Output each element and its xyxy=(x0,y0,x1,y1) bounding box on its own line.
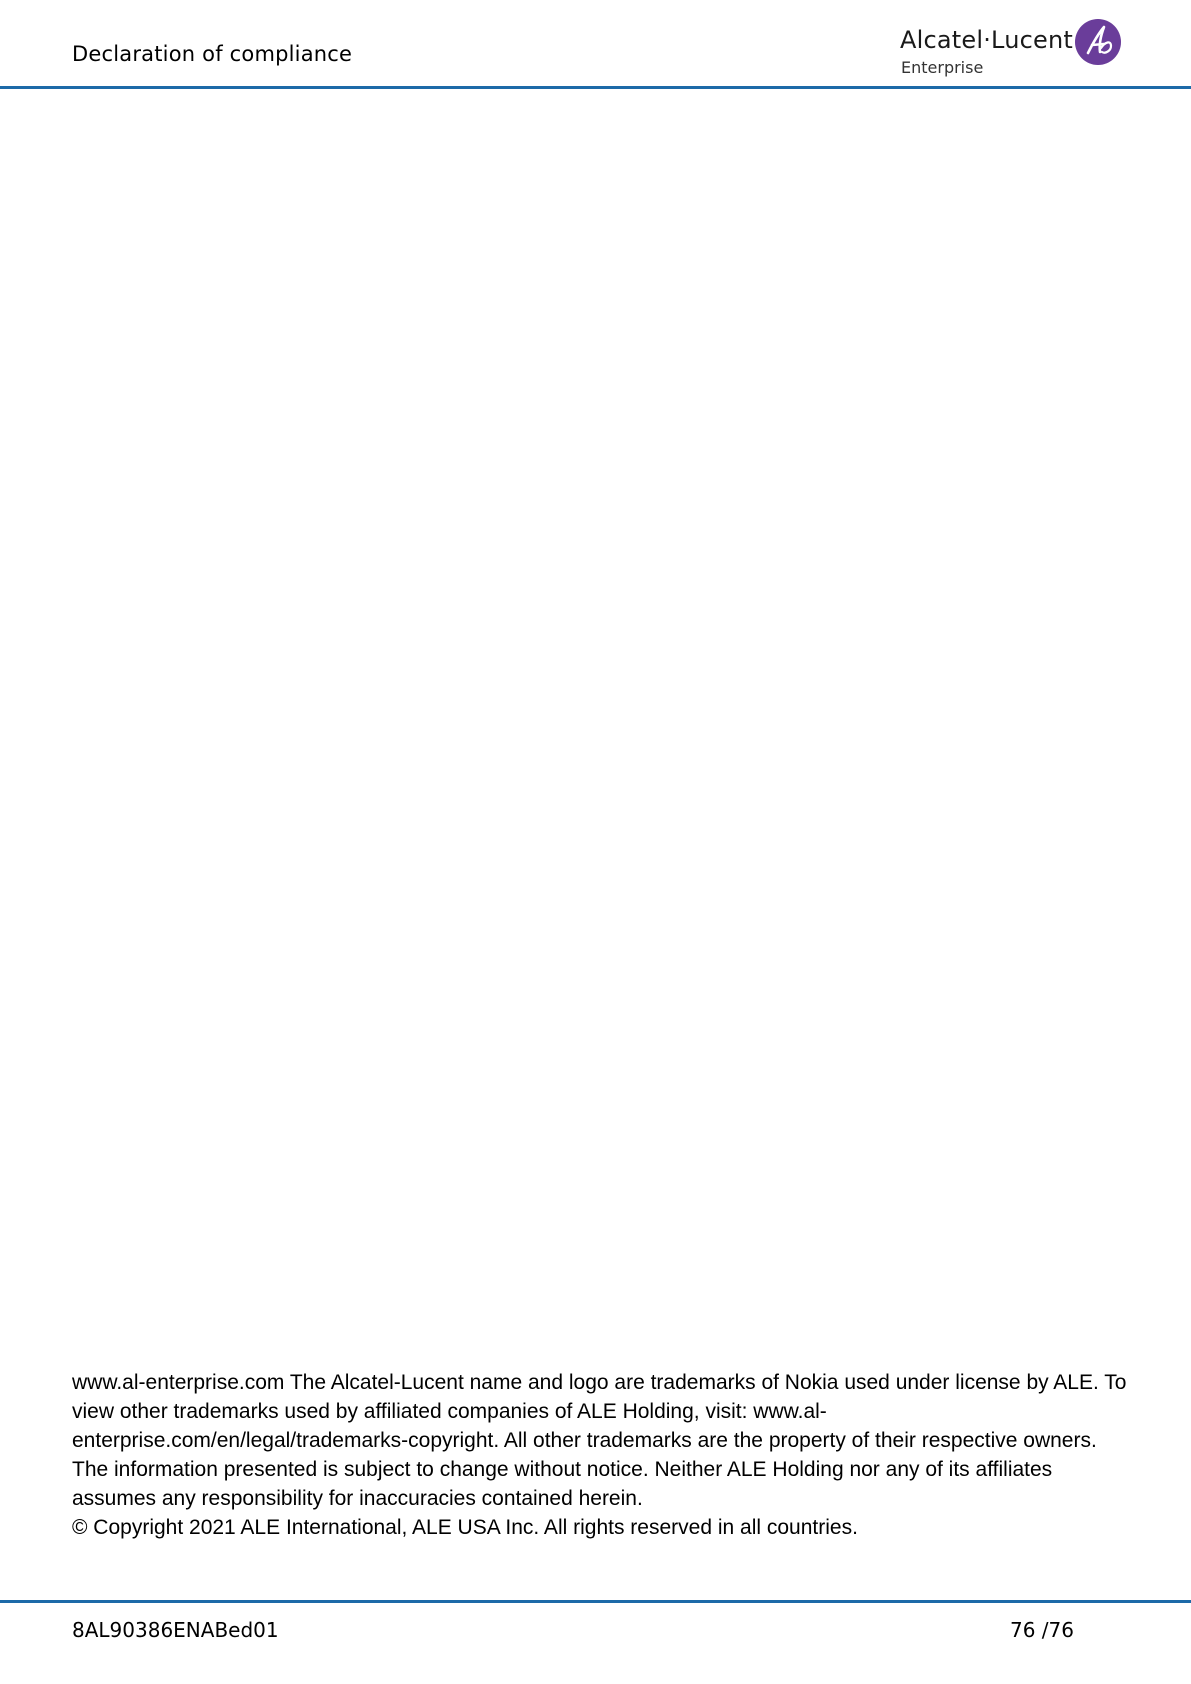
brand-logo xyxy=(900,18,1130,80)
page-number: 76 /76 xyxy=(1010,1618,1074,1642)
page-title: Declaration of compliance xyxy=(72,42,353,66)
copyright-line: © Copyright 2021 ALE International, ALE USA Inc. All rights reserved in all countries. xyxy=(72,1516,858,1539)
logo-brand-subtitle: Enterprise xyxy=(901,58,984,77)
alcatel-lucent-logo-icon xyxy=(1074,18,1122,66)
footer-divider xyxy=(0,1600,1191,1603)
logo-brand-name: Alcatel·Lucent xyxy=(900,26,1074,54)
page-header xyxy=(0,0,1191,88)
trademark-paragraph: www.al-enterprise.com The Alcatel-Lucent name and logo are trademarks of Nokia used under license by ALE. To view other trademarks used by affiliated companies of ALE Holding, visit: www.al-enterprise.com/en/legal/trademarks-copyright. All other trademarks are the property of their respective owners. The information presented is subject to change without notice. Neither ALE Holding nor any of its affiliates assumes any responsibility for inaccuracies contained herein. xyxy=(72,1371,1127,1510)
legal-notice xyxy=(72,1368,1132,1542)
document-reference: 8AL90386ENABed01 xyxy=(72,1618,279,1642)
header-divider xyxy=(0,86,1191,89)
